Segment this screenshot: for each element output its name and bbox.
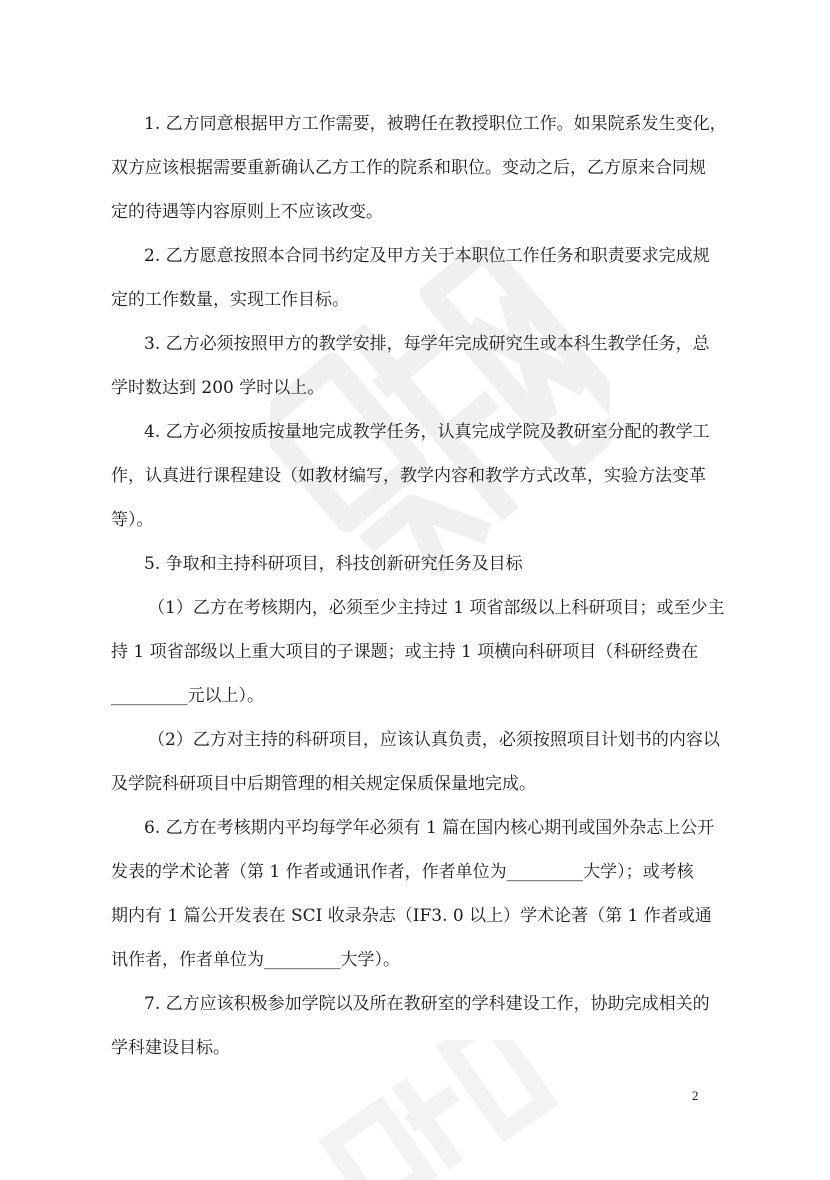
text-line: 讯作者，作者单位为_________大学）。 — [111, 950, 400, 970]
text-line: 6. 乙方在考核期内平均每学年必须有 1 篇在国内核心期刊或国外杂志上公开 — [144, 818, 715, 838]
text-line: 双方应该根据需要重新确认乙方工作的院系和职位。变动之后，乙方原来合同规 — [111, 158, 706, 178]
text-line: 持 1 项省部级以上重大项目的子课题；或主持 1 项横向科研项目（科研经费在 — [111, 642, 699, 662]
clause-7 — [111, 982, 717, 1070]
text-line: 3. 乙方必须按照甲方的教学安排，每学年完成研究生或本科生教学任务，总 — [144, 334, 710, 354]
text-line: 发表的学术论著（第 1 作者或通讯作者，作者单位为_________大学）；或考核 — [111, 862, 694, 882]
clause-5-2 — [111, 718, 720, 806]
text-line: 等）。 — [111, 510, 154, 530]
clause-5-1 — [111, 586, 725, 718]
text-line: 5. 争取和主持科研项目，科技创新研究任务及目标 — [144, 554, 523, 574]
text-line: 定的工作数量，实现工作目标。 — [111, 290, 349, 310]
text-line: （1）乙方在考核期内，必须至少主持过 1 项省部级以上科研项目；或至少主 — [148, 598, 725, 618]
text-line: 4. 乙方必须按质按量地完成教学任务，认真完成学院及教研室分配的教学工 — [144, 422, 710, 442]
text-line: 及学院科研项目中后期管理的相关规定保质保量地完成。 — [111, 774, 536, 794]
clause-4 — [111, 410, 717, 542]
text-line: 学时数达到 200 学时以上。 — [111, 378, 325, 398]
text-line: 学科建设目标。 — [111, 1038, 230, 1058]
clause-5 — [111, 542, 717, 586]
text-line: 作，认真进行课程建设（如教材编写，教学内容和教学方式改革，实验方法变革 — [111, 466, 706, 486]
clause-6 — [111, 806, 717, 982]
text-line: _________元以上）。 — [111, 686, 264, 706]
text-line: 期内有 1 篇公开发表在 SCI 收录杂志（IF3. 0 以上）学术论著（第 1 作者或通 — [111, 906, 712, 926]
text-line: （2）乙方对主持的科研项目，应该认真负责，必须按照项目计划书的内容以 — [148, 730, 720, 750]
clause-2 — [111, 234, 717, 322]
clause-1 — [111, 102, 727, 234]
text-line: 2. 乙方愿意按照本合同书约定及甲方关于本职位工作任务和职责要求完成规 — [144, 246, 710, 266]
page-number: 2 — [692, 1088, 699, 1103]
text-line: 7. 乙方应该积极参加学院以及所在教研室的学科建设工作，协助完成相关的 — [144, 994, 710, 1014]
clause-3 — [111, 322, 717, 410]
text-line: 定的待遇等内容原则上不应该改变。 — [111, 202, 383, 222]
text-line: 1. 乙方同意根据甲方工作需要，被聘任在教授职位工作。如果院系发生变化， — [144, 114, 727, 134]
